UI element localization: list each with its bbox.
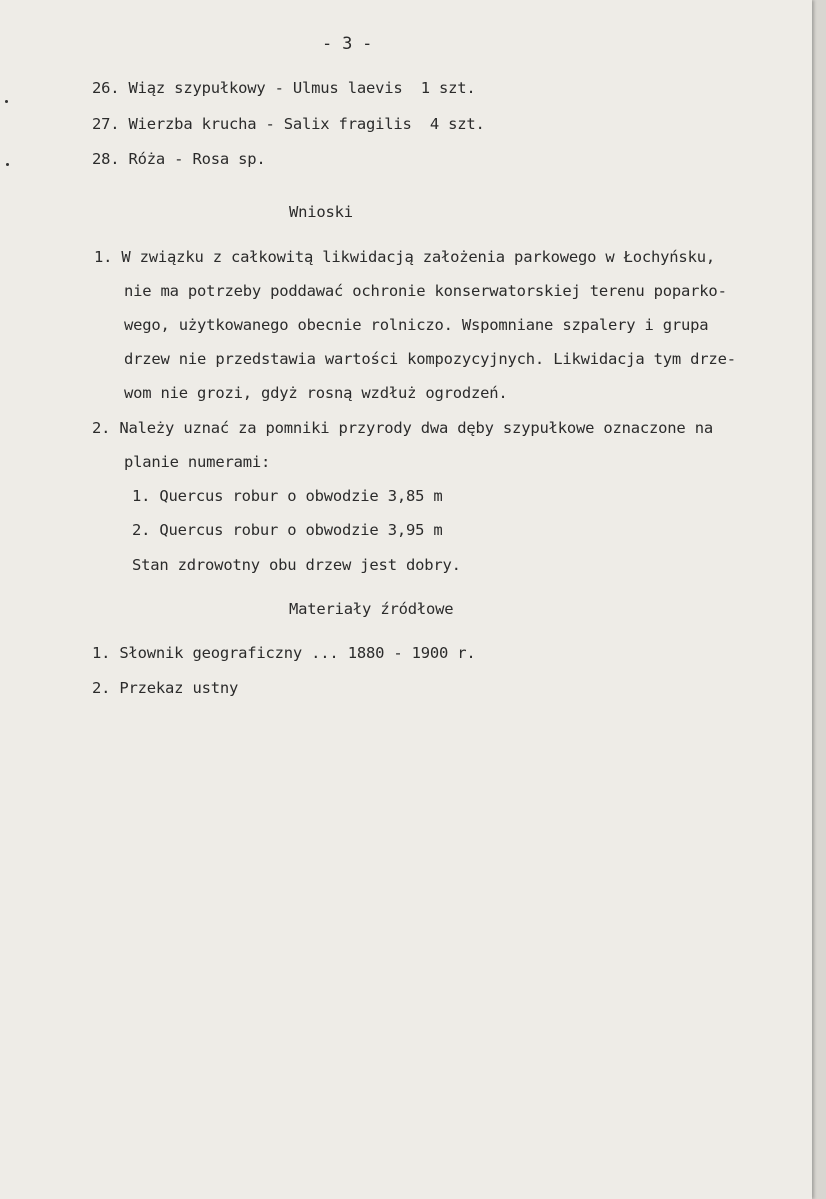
species-item: 26. Wiąz szypułkowy - Ulmus laevis 1 szt. xyxy=(92,79,476,97)
conclusion-1-line: wom nie grozi, gdyż rosną wzdłuż ogrodzeń. xyxy=(124,384,508,402)
species-item: 27. Wierzba krucha - Salix fragilis 4 szt. xyxy=(92,115,485,133)
page-number: - 3 - xyxy=(322,34,373,54)
margin-mark xyxy=(6,163,9,166)
margin-mark xyxy=(5,100,8,103)
source-item: 2. Przekaz ustny xyxy=(92,679,239,697)
species-item: 28. Róża - Rosa sp. xyxy=(92,150,266,168)
conclusion-2-line: 2. Należy uznać za pomniki przyrody dwa dęby szypułkowe oznaczone na xyxy=(92,419,713,437)
conclusion-1-line: wego, użytkowanego obecnie rolniczo. Wspomniane szpalery i grupa xyxy=(124,316,709,334)
health-note: Stan zdrowotny obu drzew jest dobry. xyxy=(132,556,461,574)
conclusion-1-line: nie ma potrzeby poddawać ochronie konserwatorskiej terenu poparko- xyxy=(124,282,727,300)
conclusion-2-line: planie numerami: xyxy=(124,453,271,471)
conclusion-1-line: drzew nie przedstawia wartości kompozycyjnych. Likwidacja tym drze- xyxy=(124,350,736,368)
tree-item: 2. Quercus robur o obwodzie 3,95 m xyxy=(132,521,443,539)
sources-heading: Materiały źródłowe xyxy=(289,600,454,618)
source-item: 1. Słownik geograficzny ... 1880 - 1900 r. xyxy=(92,644,476,662)
conclusions-heading: Wnioski xyxy=(289,203,353,221)
conclusion-1-line: 1. W związku z całkowitą likwidacją założenia parkowego w Łochyńsku, xyxy=(94,248,715,266)
tree-item: 1. Quercus robur o obwodzie 3,85 m xyxy=(132,487,443,505)
